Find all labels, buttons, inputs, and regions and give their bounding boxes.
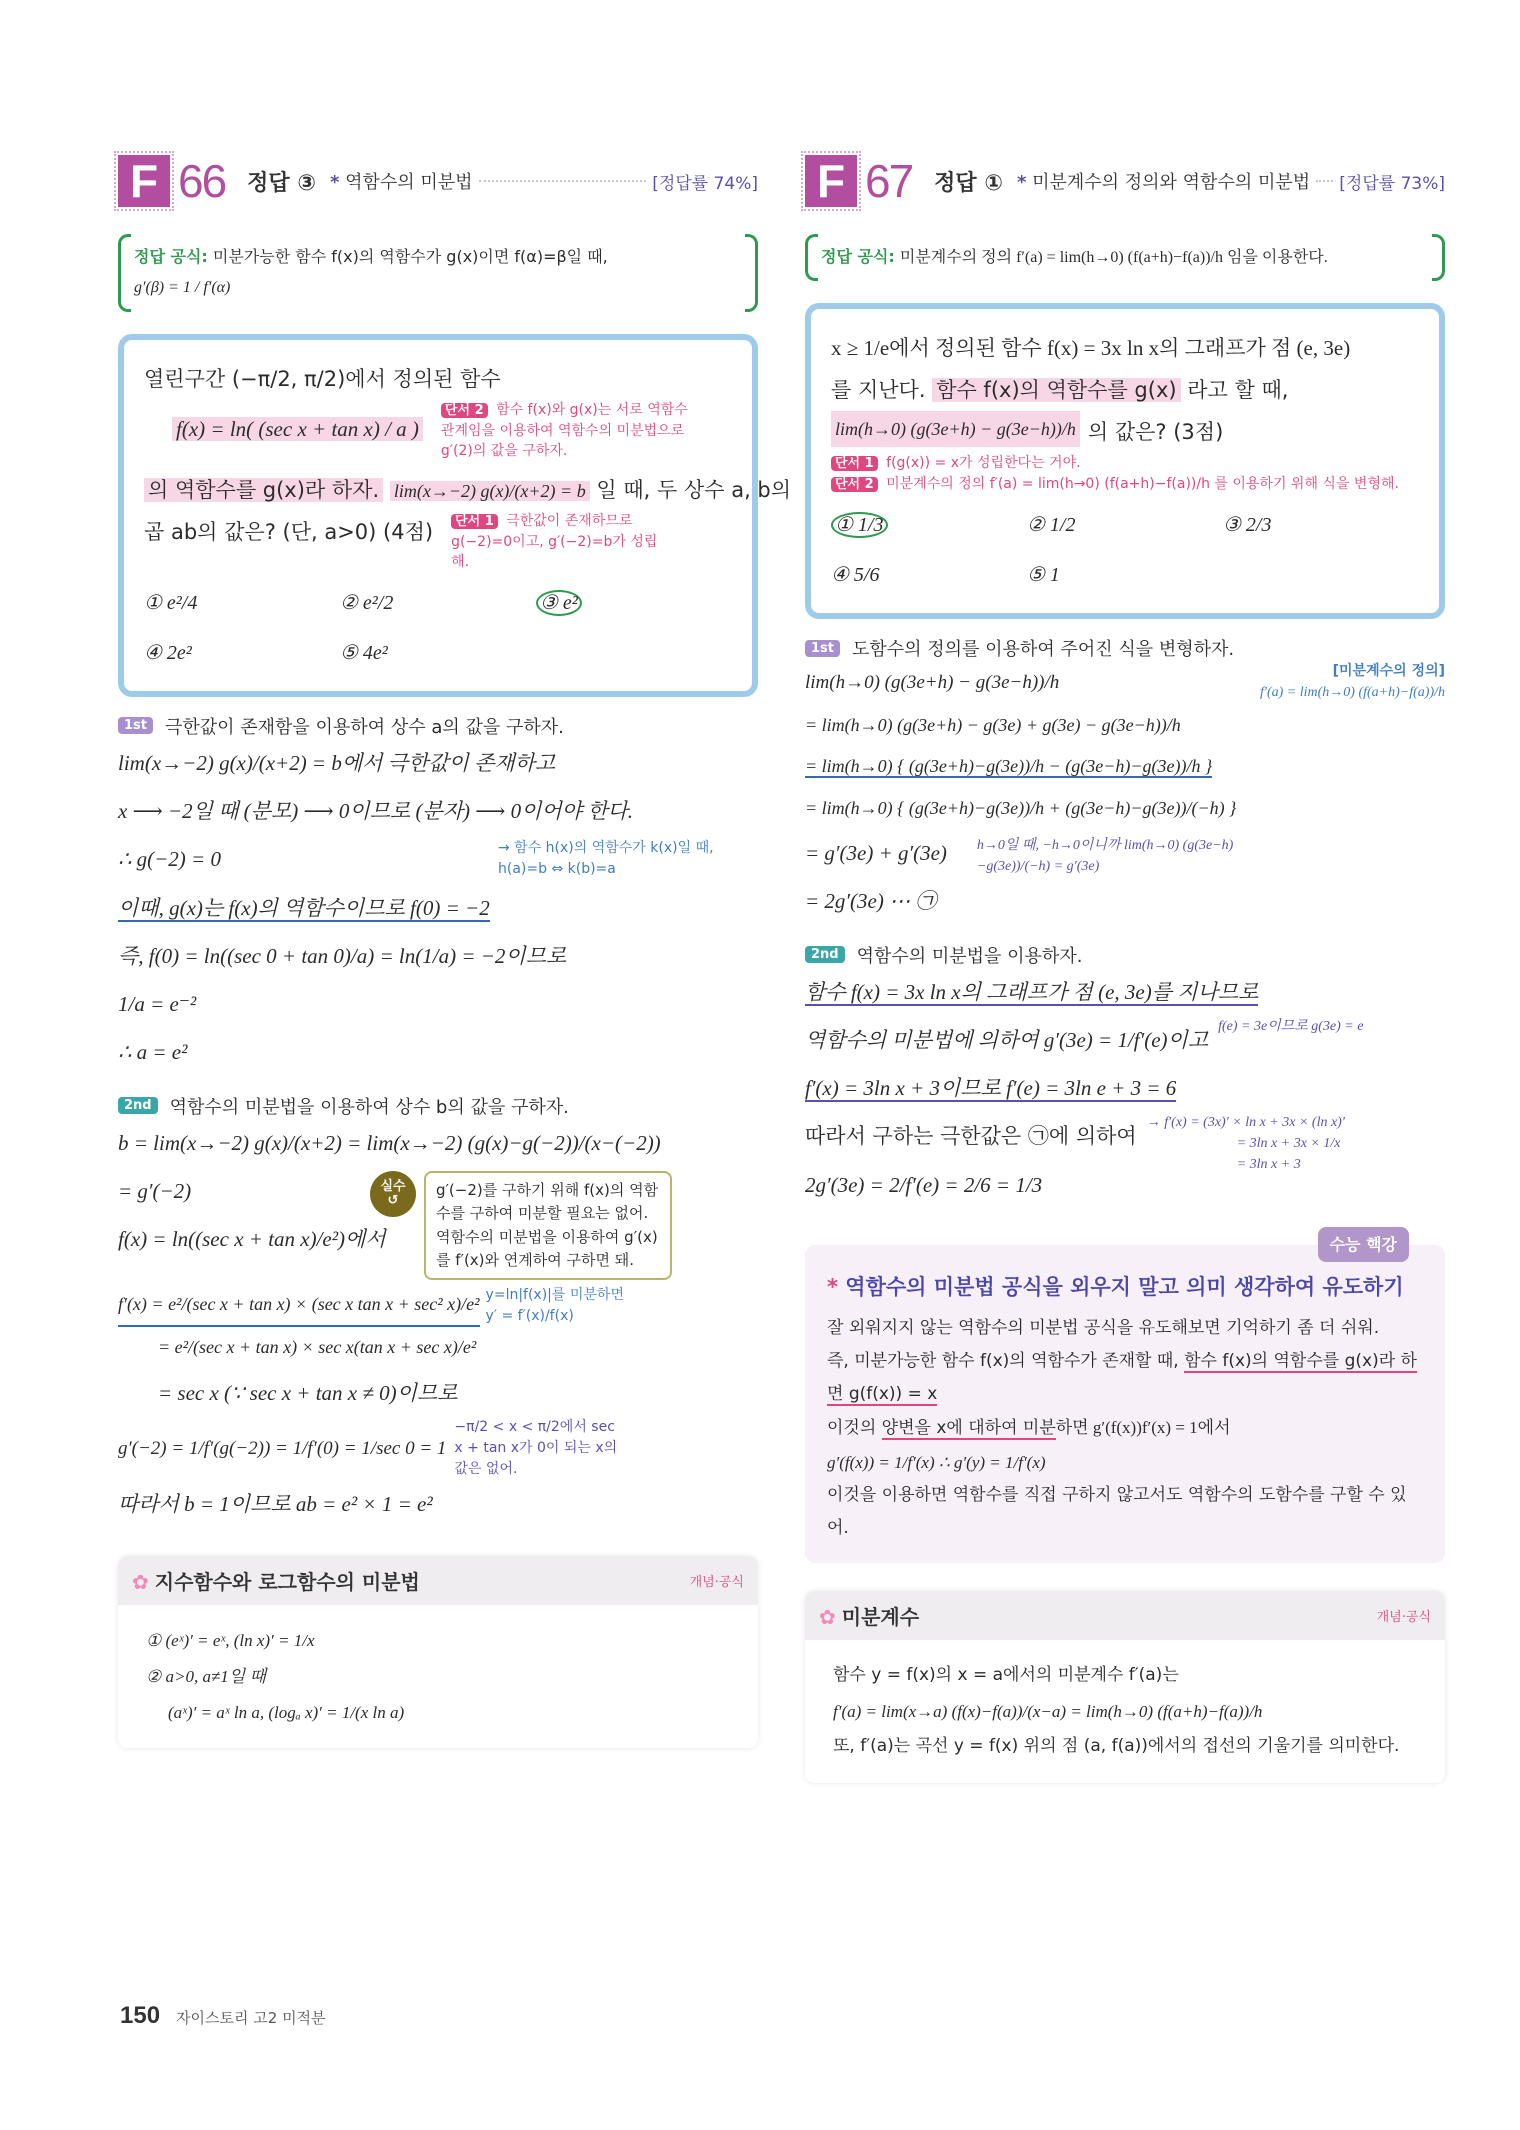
hint-1 xyxy=(831,453,1419,474)
concept-line: 함수 y = f(x)의 x = a에서의 미분계수 f′(a)는 xyxy=(833,1664,1179,1685)
problem-line-1: x ≥ 1/e에서 정의된 함수 f(x) = 3x ln x의 그래프가 점 (e, 3e) xyxy=(831,336,1351,361)
q67-step1-header xyxy=(805,635,1445,661)
formula-label: 정답 공식: xyxy=(821,247,895,266)
underlined-text: 함수 f(x)의 역함수를 g(x)라 하면 g(f(x)) = x xyxy=(827,1351,1417,1405)
solution-line: = e²/(sec x + tan x) × sec x(tan x + sec x)/e² xyxy=(158,1337,477,1358)
solution-line: 즉, f(0) = ln((sec 0 + tan 0)/a) = ln(1/a) = −2이므로 xyxy=(118,943,567,968)
q67-choices xyxy=(831,505,1419,595)
fe-note: f(e) = 3e이므로 g(3e) = e xyxy=(1218,1018,1364,1034)
correct-mark: ① 1/3 xyxy=(831,512,888,538)
tip-equation: g′(f(x)) = 1/f′(x) ∴ g′(y) = 1/f′(x) xyxy=(827,1452,1046,1472)
hint-text: 미분계수의 정의 f′(a) = lim(h→0) (f(a+h)−f(a))/h 를 이용하기 위해 식을 변형해. xyxy=(886,476,1399,493)
problem-line-1: 열린구간 (−π/2, π/2)에서 정의된 함수 xyxy=(144,366,501,391)
question-67-column xyxy=(805,150,1445,1783)
flower-icon: ✿ xyxy=(132,1570,149,1595)
q67-problem-box xyxy=(805,303,1445,619)
tip-badge: 수능 핵강 xyxy=(1318,1227,1409,1262)
solution-line: = g′(−2) xyxy=(118,1179,192,1204)
step-tag: 2nd xyxy=(118,1097,158,1114)
definition-equation: f′(a) = lim(h→0) (f(a+h)−f(a))/h xyxy=(1260,685,1445,701)
step-title: 도함수의 정의를 이용하여 주어진 식을 변형하자. xyxy=(852,639,1235,661)
formula-text: 미분가능한 함수 f(x)의 역함수가 g(x)이면 f(α)=β일 때, xyxy=(212,247,608,266)
choice-4[interactable]: ④ 2e² xyxy=(144,641,192,664)
problem-limit: lim(h→0) (g(3e+h) − g(3e−h))/h xyxy=(831,411,1080,447)
problem-text: 일 때, 두 상수 a, b의 xyxy=(596,478,792,503)
choice-3[interactable]: ③ 2/3 xyxy=(1223,514,1272,537)
note-line: = 3ln x + 3 xyxy=(1236,1157,1301,1173)
derivative-note: y=ln|f(x)|를 미분하면 y′ = f′(x)/f(x) xyxy=(485,1286,624,1324)
concept-tag: 개념·공식 xyxy=(689,1575,744,1591)
tip-paragraph xyxy=(827,1345,1423,1411)
q67-answer-formula xyxy=(805,234,1445,281)
solution-line: f′(x) = e²/(sec x + tan x) × (sec x tan x + sec² x)/e² xyxy=(118,1284,480,1327)
concept-title: 지수함수와 로그함수의 미분법 xyxy=(154,1570,420,1595)
hint-text: 함수 f(x)와 g(x)는 서로 역함수 관계임을 이용하여 역함수의 미분법으로 g′(2)의 값을 구하자. xyxy=(440,401,688,459)
solution-line: = g′(3e) + g′(3e) xyxy=(805,840,947,865)
problem-text: 라고 할 때, xyxy=(1187,378,1289,403)
solution-line xyxy=(805,968,1445,1016)
definition-title: [미분계수의 정의] xyxy=(1332,663,1445,680)
underlined-text: 이때, g(x)는 f(x)의 역함수이므로 f(0) = −2 xyxy=(118,895,490,920)
book-title: 자이스토리 고2 미적분 xyxy=(176,2009,326,2027)
concept-line: (aˣ)′ = aˣ ln a, (logₐ x)′ = 1/(x ln a) xyxy=(168,1702,405,1722)
solution-line: f(x) = ln((sec x + tan x)/e²)에서 xyxy=(118,1227,386,1252)
solution-line xyxy=(805,1064,1445,1112)
problem-function: f(x) = ln( (sec x + tan x) / a ) xyxy=(172,417,423,441)
solution-line: = sec x (∵ sec x + tan x ≠ 0)이므로 xyxy=(158,1380,458,1405)
correct-mark: ③ e² xyxy=(536,590,582,616)
solution-line: x ⟶ −2일 때 (분모) ⟶ 0이므로 (분자) ⟶ 0이어야 한다. xyxy=(118,798,634,823)
q66-f-badge: F xyxy=(118,155,170,207)
concept-line: 또, f′(a)는 곡선 y = f(x) 위의 점 (a, f(a))에서의 접선의 기울기를 의미한다. xyxy=(833,1736,1400,1757)
hint-tag: 단서 1 xyxy=(451,514,498,529)
derivative-note xyxy=(1147,1112,1345,1175)
solution-line: 1/a = e⁻² xyxy=(118,992,197,1017)
q67-header xyxy=(805,150,1445,212)
inverse-note: → 함수 h(x)의 역함수가 k(x)일 때, h(a)=b ⇔ k(b)=a xyxy=(498,840,714,878)
concept-line: ① (eˣ)′ = eˣ, (ln x)′ = 1/x xyxy=(146,1631,315,1651)
choice-2[interactable]: ② e²/2 xyxy=(340,591,394,614)
hint-2 xyxy=(831,474,1419,495)
mistake-text: g′(−2)를 구하기 위해 f(x)의 역함수를 구하여 미분할 필요는 없어. 역함수의 미분법을 이용하여 g′(x)를 f′(x)와 연계하여 구하면 돼. xyxy=(424,1171,672,1280)
solution-line xyxy=(805,746,1445,787)
concept-line: ② a>0, a≠1일 때 xyxy=(146,1667,266,1687)
step-title: 극한값이 존재함을 이용하여 상수 a의 값을 구하자. xyxy=(165,716,564,738)
hint-text: f(g(x)) = x가 성립한다는 거야. xyxy=(886,455,1081,472)
tip-title xyxy=(827,1267,1423,1308)
hint-tag: 단서 1 xyxy=(831,456,878,471)
q66-step2-header xyxy=(118,1093,758,1119)
q66-topic-text: 역함수의 미분법 xyxy=(345,172,473,193)
solution-line: lim(h→0) (g(3e+h) − g(3e−h))/h xyxy=(805,672,1060,694)
solution-line: = lim(h→0) (g(3e+h) − g(3e) + g(3e) − g(3e−h))/h xyxy=(805,714,1181,735)
q66-step1-header xyxy=(118,713,758,739)
mistake-callout xyxy=(370,1171,672,1280)
solution-line: ∴ a = e² xyxy=(118,1040,188,1065)
q67-step2-header xyxy=(805,942,1445,968)
q66-choices xyxy=(144,583,732,673)
hint-1 xyxy=(451,511,671,572)
step-title: 역함수의 미분법을 이용하여 상수 b의 값을 구하자. xyxy=(169,1096,569,1118)
concept-box-derivative xyxy=(805,1591,1445,1783)
choice-5[interactable]: ⑤ 1 xyxy=(1027,564,1060,587)
tip-text: 하면 g′(f(x))f′(x) = 1에서 xyxy=(1055,1418,1231,1438)
solution-line: b = lim(x→−2) g(x)/(x+2) = lim(x→−2) (g(x)−g(−2))/(x−(−2)) xyxy=(118,1130,661,1155)
solution-line: ∴ g(−2) = 0 xyxy=(118,847,221,872)
tip-paragraph: 이것을 이용하면 역함수를 직접 구하지 않고서도 역함수의 도함수를 구할 수 있어. xyxy=(827,1484,1407,1538)
concept-line: f′(a) = lim(x→a) (f(x)−f(a))/(x−a) = lim(h→0) (f(a+h)−f(a))/h xyxy=(833,1701,1263,1721)
star-icon: * xyxy=(1016,172,1027,193)
choice-2[interactable]: ② 1/2 xyxy=(1027,514,1076,537)
q66-number: 66 xyxy=(178,155,226,207)
solution-line: = 2g′(3e) ⋯ ㉠ xyxy=(805,889,937,914)
q67-correct-rate: [정답률 73%] xyxy=(1339,173,1445,194)
q66-problem-box xyxy=(118,334,792,697)
step-tag: 1st xyxy=(118,717,153,734)
q66-header xyxy=(118,150,758,212)
underlined-text: f′(x) = 3ln x + 3이므로 f′(e) = 3ln e + 3 = 6 xyxy=(805,1076,1177,1101)
tip-paragraph xyxy=(827,1411,1423,1445)
formula-text: 미분계수의 정의 f′(a) = lim(h→0) (f(a+h)−f(a))/h 임을 이용한다. xyxy=(899,249,1328,266)
concept-header xyxy=(118,1556,758,1605)
q67-topic-text: 미분계수의 정의와 역함수의 미분법 xyxy=(1032,172,1311,193)
choice-4[interactable]: ④ 5/6 xyxy=(831,564,880,587)
undo-icon: ↺ xyxy=(387,1193,399,1209)
concept-box-exp-log xyxy=(118,1556,758,1748)
step-tag: 1st xyxy=(805,640,840,657)
step-tag: 2nd xyxy=(805,946,845,963)
problem-inverse: 의 역함수를 g(x)라 하자. xyxy=(144,478,383,502)
tip-paragraph: 잘 외워지지 않는 역함수의 미분법 공식을 유도해보면 기억하기 좀 더 쉬워. xyxy=(827,1317,1380,1338)
problem-text: 를 지난다. xyxy=(831,378,926,403)
problem-question: 곱 ab의 값은? (단, a>0) (4점) xyxy=(144,520,434,545)
star-icon: * xyxy=(329,172,340,193)
note-line: = 3ln x + 3x × 1/x xyxy=(1236,1136,1341,1152)
tip-title-text: 역함수의 미분법 공식을 외우지 말고 의미 생각하여 유도하기 xyxy=(845,1275,1404,1300)
solution-line: 따라서 b = 1이므로 ab = e² × 1 = e² xyxy=(118,1492,433,1517)
q67-answer: 정답 ① xyxy=(934,170,1003,196)
definition-note xyxy=(1260,661,1445,705)
problem-inverse: 함수 f(x)의 역함수를 g(x) xyxy=(932,378,1180,402)
formula-equation: g′(β) = 1 / f′(α) xyxy=(134,279,231,297)
q66-answer-formula xyxy=(118,234,758,312)
star-icon: * xyxy=(827,1275,838,1300)
concept-body xyxy=(805,1640,1445,1783)
hint-tag: 단서 2 xyxy=(441,403,488,418)
underlined-text: 양변을 x에 대하여 미분 xyxy=(881,1418,1056,1439)
q67-number: 67 xyxy=(865,155,913,207)
mistake-badge xyxy=(370,1171,416,1217)
underlined-text: = lim(h→0) { (g(3e+h)−g(3e))/h − (g(3e−h)−g(3e))/h } xyxy=(805,756,1213,777)
q67-f-badge: F xyxy=(805,155,857,207)
note-line: → f′(x) = (3x)′ × ln x + 3x × (ln x)′ xyxy=(1146,1115,1345,1131)
step-title: 역함수의 미분법을 이용하자. xyxy=(856,945,1083,967)
mistake-label: 실수 xyxy=(380,1178,406,1194)
solution-line: 따라서 구하는 극한값은 ㉠에 의하여 xyxy=(805,1124,1137,1149)
page-number: 150 xyxy=(120,2002,161,2029)
formula-label: 정답 공식: xyxy=(134,247,208,266)
concept-body xyxy=(118,1605,758,1748)
problem-limit: lim(x→−2) g(x)/(x+2) = b xyxy=(390,481,590,501)
range-note: −π/2 < x < π/2에서 sec x + tan x가 0이 되는 x의 값은 없어. xyxy=(454,1419,618,1478)
hint-tag: 단서 2 xyxy=(831,477,878,492)
choice-5[interactable]: ⑤ 4e² xyxy=(340,641,388,664)
concept-title: 미분계수 xyxy=(841,1604,920,1629)
solution-line xyxy=(118,884,758,932)
solution-line: g′(−2) = 1/f′(g(−2)) = 1/f′(0) = 1/sec 0 = 1 xyxy=(118,1437,447,1459)
choice-1[interactable]: ① e²/4 xyxy=(144,591,198,614)
flower-icon: ✿ xyxy=(819,1604,836,1629)
question-66-column xyxy=(118,150,792,1748)
solution-line: lim(x→−2) g(x)/(x+2) = b에서 극한값이 존재하고 xyxy=(118,750,556,775)
q66-answer: 정답 ③ xyxy=(247,170,316,196)
solution-line: = lim(h→0) { (g(3e+h)−g(3e))/h + (g(3e−h)−g(3e))/(−h) } xyxy=(805,797,1237,818)
choice-3-correct[interactable] xyxy=(536,583,732,623)
solution-line: 2g′(3e) = 2/f′(e) = 2/6 = 1/3 xyxy=(805,1172,1043,1197)
hint-2 xyxy=(441,400,691,461)
page-footer xyxy=(120,2002,326,2030)
q66-correct-rate: [정답률 74%] xyxy=(652,173,758,194)
q67-topic xyxy=(1017,168,1310,194)
hint-text: 극한값이 존재하므로 g(−2)=0이고, g′(−2)=b가 성립해. xyxy=(451,513,658,571)
limit-note: h→0일 때, −h→0이니까 lim(h→0) (g(3e−h)−g(3e))/(−h) = g′(3e) xyxy=(976,837,1234,874)
dotted-leader xyxy=(479,180,647,182)
solution-line: 역함수의 미분법에 의하여 g′(3e) = 1/f′(e)이고 xyxy=(805,1027,1209,1052)
dotted-leader xyxy=(1316,180,1333,182)
choice-1-correct[interactable] xyxy=(831,505,1027,545)
concept-header xyxy=(805,1591,1445,1640)
csat-tip-box xyxy=(805,1235,1445,1563)
tip-text: 즉, 미분가능한 함수 f(x)의 역함수가 존재할 때, xyxy=(827,1351,1185,1372)
q66-topic xyxy=(330,168,473,194)
concept-tag: 개념·공식 xyxy=(1376,1609,1431,1625)
problem-question: 의 값은? (3점) xyxy=(1087,420,1224,445)
tip-text: 이것의 xyxy=(827,1418,882,1439)
underlined-text: 함수 f(x) = 3x ln x의 그래프가 점 (e, 3e)를 지나므로 xyxy=(805,979,1259,1004)
